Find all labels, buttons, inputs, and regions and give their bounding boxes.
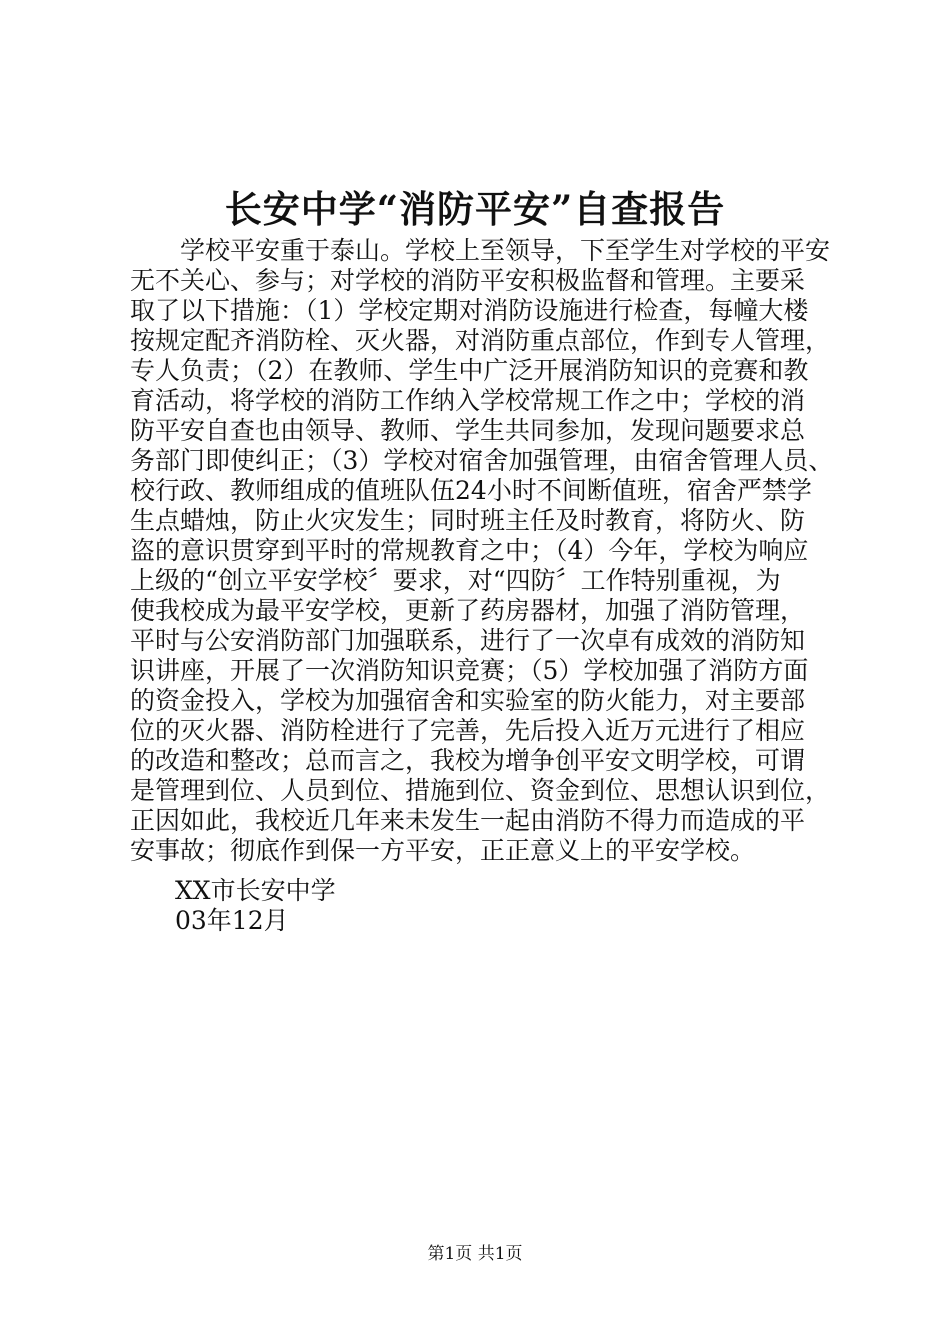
page-footer: 第1页 共1页 (427, 1244, 523, 1264)
body-line: 正因如此，我校近几年来未发生一起由消防不得力而造成的平 (130, 806, 806, 835)
body-line: 务部门即使纠正；（3）学校对宿舍加强管理，由宿舍管理人员、 (130, 446, 834, 475)
body-line: 平时与公安消防部门加强联系，进行了一次卓有成效的消防知 (130, 626, 806, 655)
body-line: 取了以下措施：（1）学校定期对消防设施进行检查，每幢大楼 (130, 296, 809, 325)
signature-organization: XX市长安中学 (175, 876, 336, 905)
body-line: 生点蜡烛，防止火灾发生；同时班主任及时教育，将防火、防 (130, 506, 806, 535)
document-title: 长安中学“消防平安”自查报告 (224, 187, 726, 231)
body-line: 识讲座，开展了一次消防知识竞赛；（5）学校加强了消防方面 (130, 656, 809, 685)
body-line: 安事故；彻底作到保一方平安，正正意义上的平安学校。 (130, 836, 756, 865)
body-line: 育活动，将学校的消防工作纳入学校常规工作之中；学校的消 (130, 386, 806, 415)
signature-date: 03年12月 (175, 906, 289, 935)
body-line: 防平安自查也由领导、教师、学生共同参加，发现问题要求总 (130, 416, 806, 445)
body-line: 是管理到位、人员到位、措施到位、资金到位、思想认识到位， (130, 776, 831, 805)
body-line: 使我校成为最平安学校，更新了药房器材，加强了消防管理， (130, 596, 806, 625)
body-line: 学校平安重于泰山。学校上至领导，下至学生对学校的平安 (130, 236, 831, 265)
document-body (130, 236, 834, 866)
body-line: 的改造和整改；总而言之，我校为增争创平安文明学校，可谓 (130, 746, 806, 775)
body-line: 的资金投入，学校为加强宿舍和实验室的防火能力，对主要部 (130, 686, 806, 715)
body-line: 按规定配齐消防栓、灭火器，对消防重点部位，作到专人管理， (130, 326, 831, 355)
body-line: 专人负责；（2）在教师、学生中广泛开展消防知识的竞赛和教 (130, 356, 809, 385)
body-line: 上级的“创立平安学校〞要求，对“四防〞工作特别重视，为 (130, 566, 781, 595)
body-line: 盗的意识贯穿到平时的常规教育之中；（4）今年，学校为响应 (130, 536, 809, 565)
body-line: 位的灭火器、消防栓进行了完善，先后投入近万元进行了相应 (130, 716, 806, 745)
body-line: 无不关心、参与；对学校的消防平安积极监督和管理。主要采 (130, 266, 806, 295)
body-line: 校行政、教师组成的值班队伍24小时不间断值班，宿舍严禁学 (130, 476, 812, 505)
